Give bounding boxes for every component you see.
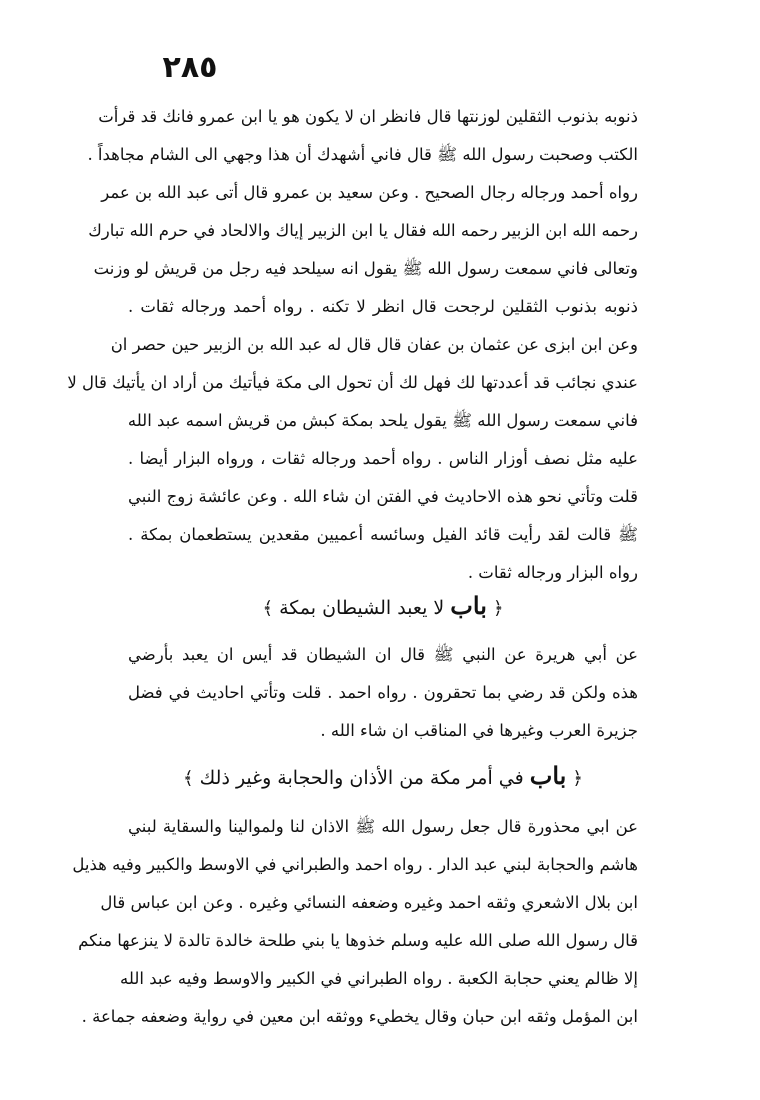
text-line: هذه ولكن قد رضي بما تحقرون . رواه احمد . قلت وتأتي احاديث في فضل	[128, 683, 638, 702]
heading-title: لا يعبد الشيطان بمكة	[279, 597, 445, 619]
text-line: عندي نجائب قد أعددتها لك فهل لك أن تحول الى مكة فيأتيك من أراد ان يأتيك قال لا	[67, 373, 638, 392]
text-line: قال رسول الله صلى الله عليه وسلم خذوها يا بني طلحة خالدة تالدة لا ينزعها منكم	[78, 931, 638, 950]
text-line: عليه مثل نصف أوزار الناس . رواه أحمد ورجاله ثقات ، ورواه البزار أيضا .	[128, 449, 638, 468]
text-block-2	[128, 636, 638, 750]
text-line: عن أبي هريرة عن النبي ﷺ قال ان الشيطان قد أيس ان يعبد بأرضي	[128, 645, 638, 664]
text-block-1	[67, 98, 638, 592]
text-line: رواه البزار ورجاله ثقات .	[467, 563, 638, 582]
heading-close-bracket: ﴾	[183, 768, 194, 789]
text-line: فاني سمعت رسول الله ﷺ يقول يلحد بمكة كبش من قريش اسمه عبد الله	[127, 411, 638, 430]
heading-close-bracket: ﴾	[262, 598, 274, 619]
heading-bab: باب	[529, 761, 567, 790]
text-line: ﷺ قالت لقد رأيت قائد الفيل وسائسه أعميين مقعدين يستطعمان بمكة .	[128, 525, 638, 544]
heading-open-bracket: ﴿	[492, 598, 504, 619]
text-line: هاشم والحجابة لبني عبد الدار . رواه احمد والطبراني في الاوسط والكبير وفيه هذيل	[72, 855, 638, 874]
text-line: الكتب وصحبت رسول الله ﷺ قال فاني أشهدك أن هذا وجهي الى الشام مجاهداً .	[87, 145, 638, 164]
heading-title: في أمر مكة من الأذان والحجابة وغير ذلك	[199, 767, 524, 789]
page-number: ٢٨٥	[162, 50, 218, 85]
text-line: وتعالى فاني سمعت رسول الله ﷺ يقول انه سيلحد فيه رجل من قريش لو وزنت	[93, 259, 638, 278]
text-line: إلا ظالم يعني حجابة الكعبة . رواه الطبراني في الكبير والاوسط وفيه عبد الله	[120, 969, 638, 988]
text-line: وعن ابن ابزى عن عثمان بن عفان قال قال له عبد الله بن الزبير حين حصر ان	[110, 335, 638, 354]
text-line: ذنوبه بذنوب الثقلين لوزنتها قال فانظر ان لا يكون هو يا ابن عمرو فانك قد قرأت	[98, 107, 638, 126]
text-line: ذنوبه بذنوب الثقلين لرجحت قال انظر لا تكنه . رواه أحمد ورجاله ثقات .	[128, 297, 638, 316]
text-line: ابن المؤمل وثقه ابن حبان وقال يخطيء ووثقه ابن معين في رواية وضعفه جماعة .	[81, 1007, 638, 1026]
heading-bab: باب	[450, 591, 487, 620]
chapter-heading-1	[128, 586, 638, 626]
chapter-heading-2	[128, 756, 638, 796]
text-line: رحمه الله ابن الزبير رحمه الله فقال يا ابن الزبير إياك والالحاد في حرم الله تبارك	[88, 221, 638, 240]
text-line: جزيرة العرب وغيرها في المناقب ان شاء الله .	[320, 721, 638, 740]
text-line: قلت وتأتي نحو هذه الاحاديث في الفتن ان شاء الله . وعن عائشة زوج النبي	[128, 487, 638, 506]
heading-open-bracket: ﴿	[572, 768, 583, 789]
text-block-3	[72, 808, 638, 1036]
text-line: رواه أحمد ورجاله رجال الصحيح . وعن سعيد بن عمرو قال أتى عبد الله بن عمر	[101, 183, 638, 202]
text-line: عن ابي محذورة قال جعل رسول الله ﷺ الاذان لنا ولموالينا والسقاية لبني	[128, 817, 638, 836]
text-line: ابن بلال الاشعري وثقه احمد وغيره وضعفه النسائي وغيره . وعن ابن عباس قال	[100, 893, 638, 912]
